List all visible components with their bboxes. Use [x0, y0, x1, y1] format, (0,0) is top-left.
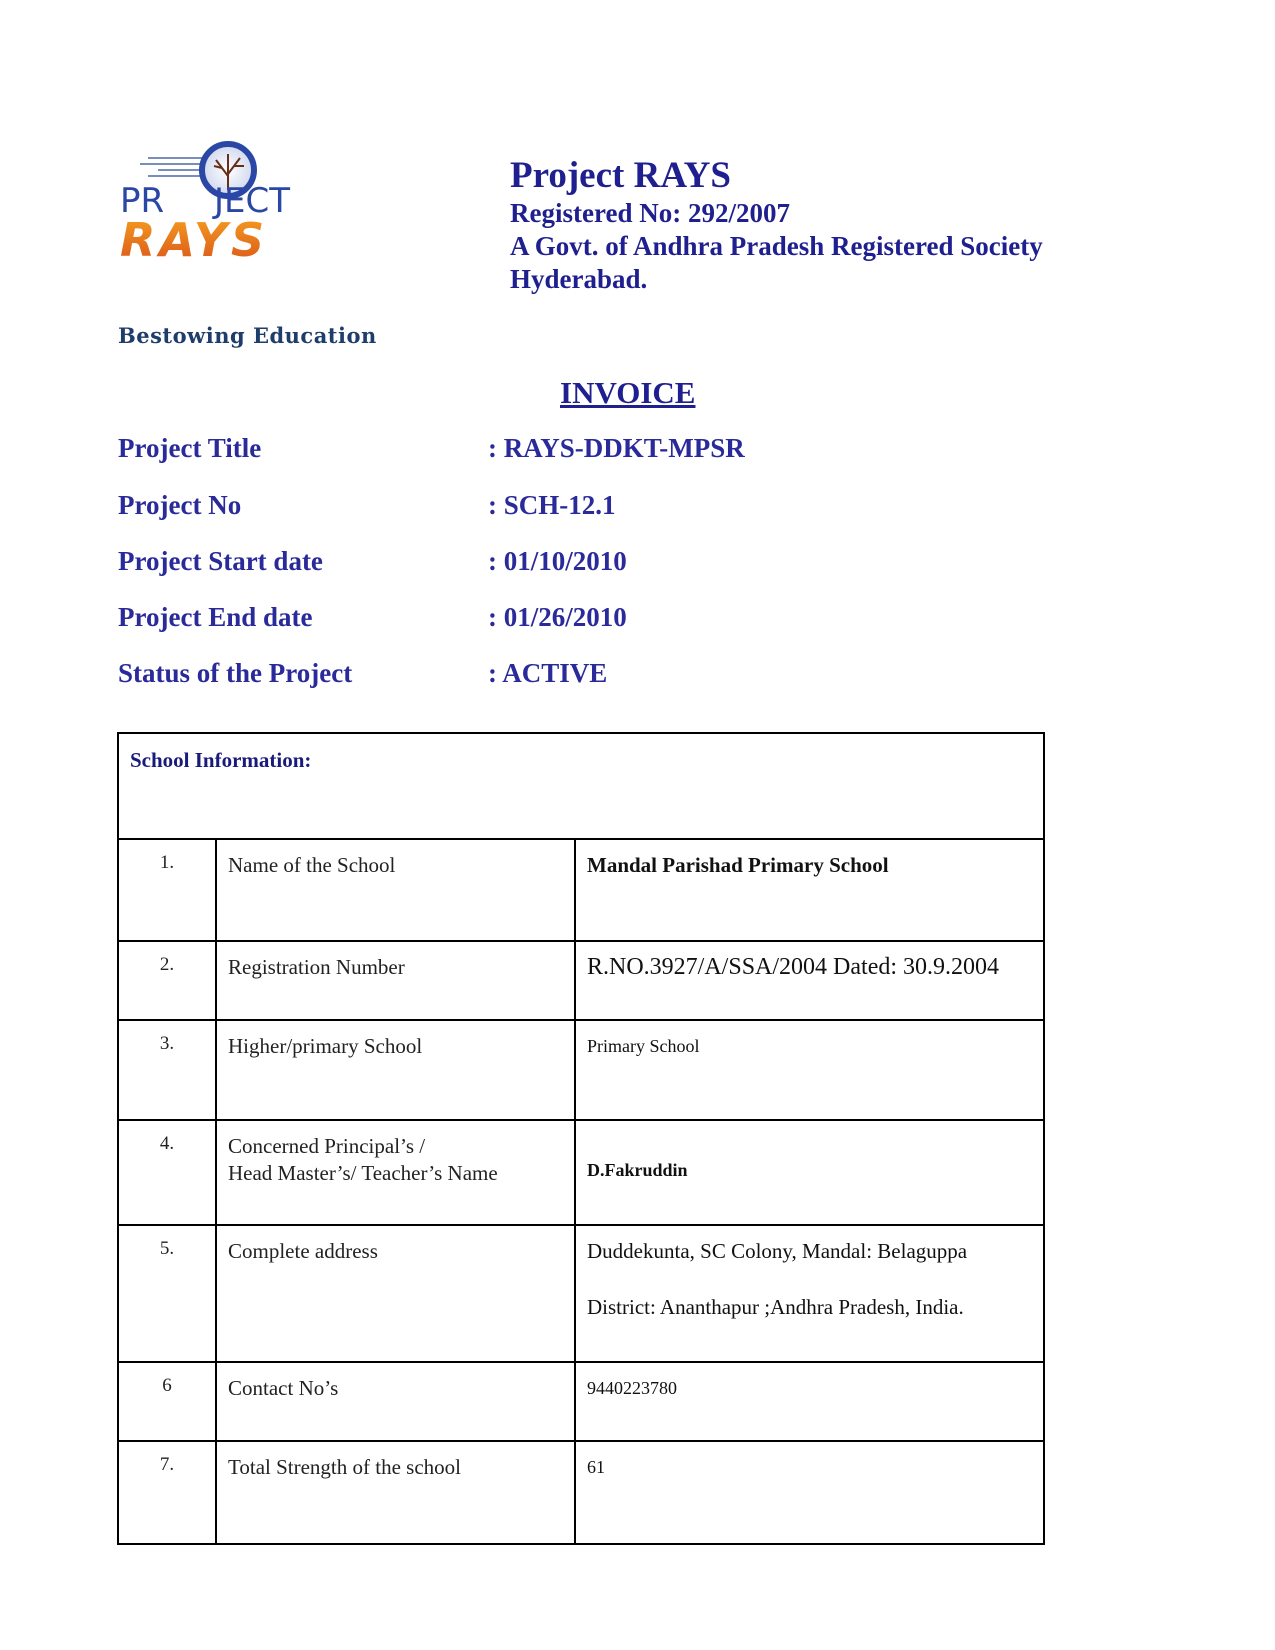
principal-name-value: D.Fakruddin [575, 1120, 1044, 1226]
address-line2: District: Ananthapur ;Andhra Pradesh, India. [587, 1295, 964, 1320]
row-label: Contact No’s [216, 1362, 575, 1441]
row-number: 4. [118, 1120, 216, 1226]
tagline: Bestowing Education [118, 323, 377, 348]
table-row [118, 1441, 1044, 1544]
address-line1: Duddekunta, SC Colony, Mandal: Belaguppa [587, 1239, 968, 1264]
invoice-title: INVOICE [560, 375, 696, 410]
row-label [216, 1120, 575, 1226]
project-end-value: : 01/26/2010 [488, 602, 627, 632]
project-start-label: Project Start date [118, 546, 323, 576]
total-strength-value: 61 [575, 1441, 1044, 1544]
table-row [118, 941, 1044, 1020]
row-label-line2: Head Master’s/ Teacher’s Name [228, 1160, 498, 1185]
row-number: 1. [118, 839, 216, 942]
school-type-value: Primary School [575, 1020, 1044, 1119]
table-row [118, 1362, 1044, 1441]
row-label: Complete address [216, 1225, 575, 1362]
logo-text-pr: PR [120, 181, 165, 221]
project-rays-logo [118, 130, 328, 270]
row-number: 3. [118, 1020, 216, 1119]
logo-text-ject: JECT [214, 181, 291, 221]
row-number: 7. [118, 1441, 216, 1544]
row-label: Higher/primary School [216, 1020, 575, 1119]
table-row [118, 1225, 1044, 1362]
project-no-label: Project No [118, 490, 242, 520]
row-number: 5. [118, 1225, 216, 1362]
table-row [118, 1120, 1044, 1226]
registration-number-value: R.NO.3927/A/SSA/2004 Dated: 30.9.2004 [575, 941, 1044, 1020]
row-label: Registration Number [216, 941, 575, 1020]
project-start-value: : 01/10/2010 [488, 546, 627, 576]
registration-number: Registered No: 292/2007 [510, 198, 790, 228]
contact-number-value: 9440223780 [575, 1362, 1044, 1441]
project-title-value: : RAYS-DDKT-MPSR [488, 433, 745, 463]
project-no-value: : SCH-12.1 [488, 490, 616, 520]
project-status-label: Status of the Project [118, 658, 353, 688]
project-status-value: : ACTIVE [488, 658, 608, 688]
school-information-heading: School Information: [118, 733, 1044, 839]
address-value [575, 1225, 1044, 1362]
row-label: Name of the School [216, 839, 575, 942]
table-row [118, 1020, 1044, 1119]
row-number: 6 [118, 1362, 216, 1441]
organization-header [510, 155, 1043, 296]
logo-text-rays: RAYS [120, 213, 269, 267]
project-end-label: Project End date [118, 602, 313, 632]
school-information-table [117, 732, 1045, 1545]
govt-registration: A Govt. of Andhra Pradesh Registered Society [510, 231, 1043, 261]
org-title: Project RAYS [510, 155, 731, 196]
table-row [118, 839, 1044, 942]
project-title-label: Project Title [118, 433, 262, 463]
school-name-value: Mandal Parishad Primary School [575, 839, 1044, 942]
row-label-line1: Concerned Principal’s / [228, 1133, 426, 1158]
org-city: Hyderabad. [510, 264, 648, 294]
row-label: Total Strength of the school [216, 1441, 575, 1544]
row-number: 2. [118, 941, 216, 1020]
table-header-row [118, 733, 1044, 839]
